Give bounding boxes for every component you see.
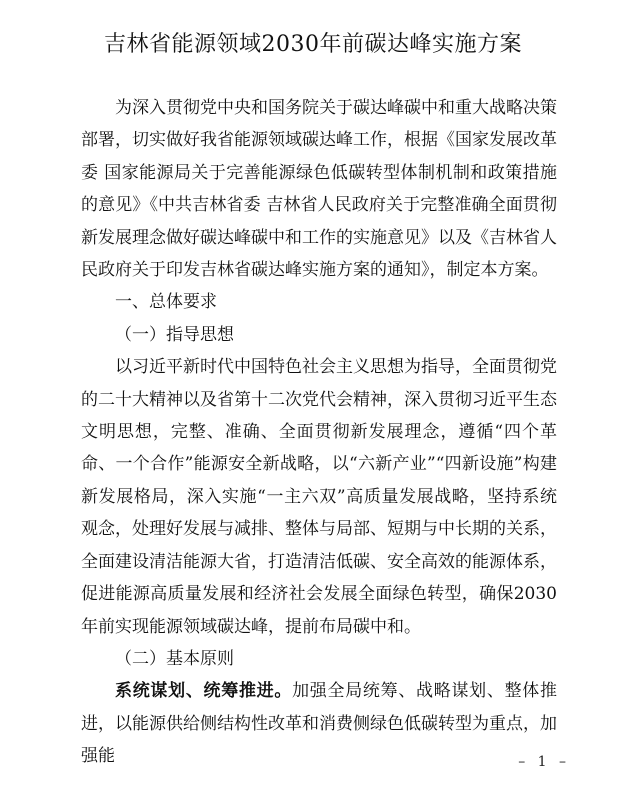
subsection-heading-basic-principles: （二）基本原则 (115, 648, 234, 669)
guiding-ideology-paragraph: 以习近平新时代中国特色社会主义思想为指导，全面贯彻党的二十大精神以及省第十二次党代会精神，深入贯彻习近平生态文明思想，完整、准确、全面贯彻新发展理念，遵循“四个革命、一个合作”能源安全新战略，以“六新产业”“四新设施”构建新发展格局，深入实施“一主六双”高质量发展战略，坚持系统观念，处理好发展与减排、整体与局部、短期与中长期的关系，全面建设清洁能源大省，打造清洁低碳、安全高效的能源体系，促进能源高质量发展和经济社会发展全面绿色转型，确保2030年前实现能源领域碳达峰，提前布局碳中和。 (81, 357, 557, 637)
section-heading-general-requirements: 一、总体要求 (115, 292, 217, 313)
principle-paragraph (81, 675, 557, 772)
page-number: – 1 – (518, 754, 570, 770)
principle-text: 加强全局统筹、战略谋划、整体推进，以能源供给侧结构性改革和消费侧绿色低碳转型为重点，加强能 (81, 681, 558, 767)
principle-title: 系统谋划、统筹推进。 (115, 681, 293, 702)
document-title: 吉林省能源领域2030年前碳达峰实施方案 (104, 32, 522, 57)
document-body (81, 92, 557, 773)
intro-paragraph: 为深入贯彻党中央和国务院关于碳达峰碳中和重大战略决策部署，切实做好我省能源领域碳达峰工作，根据《国家发展改革委 国家能源局关于完善能源绿色低碳转型体制机制和政策措施的意见》《中共吉林省委 吉林省人民政府关于完整准确全面贯彻新发展理念做好碳达峰碳中和工作的实施意见》以及《吉林省人民政府关于印发吉林省碳达峰实施方案的通知》，制定本方案。 (81, 98, 557, 281)
subsection-heading-guiding-ideology: （一）指导思想 (115, 324, 234, 345)
